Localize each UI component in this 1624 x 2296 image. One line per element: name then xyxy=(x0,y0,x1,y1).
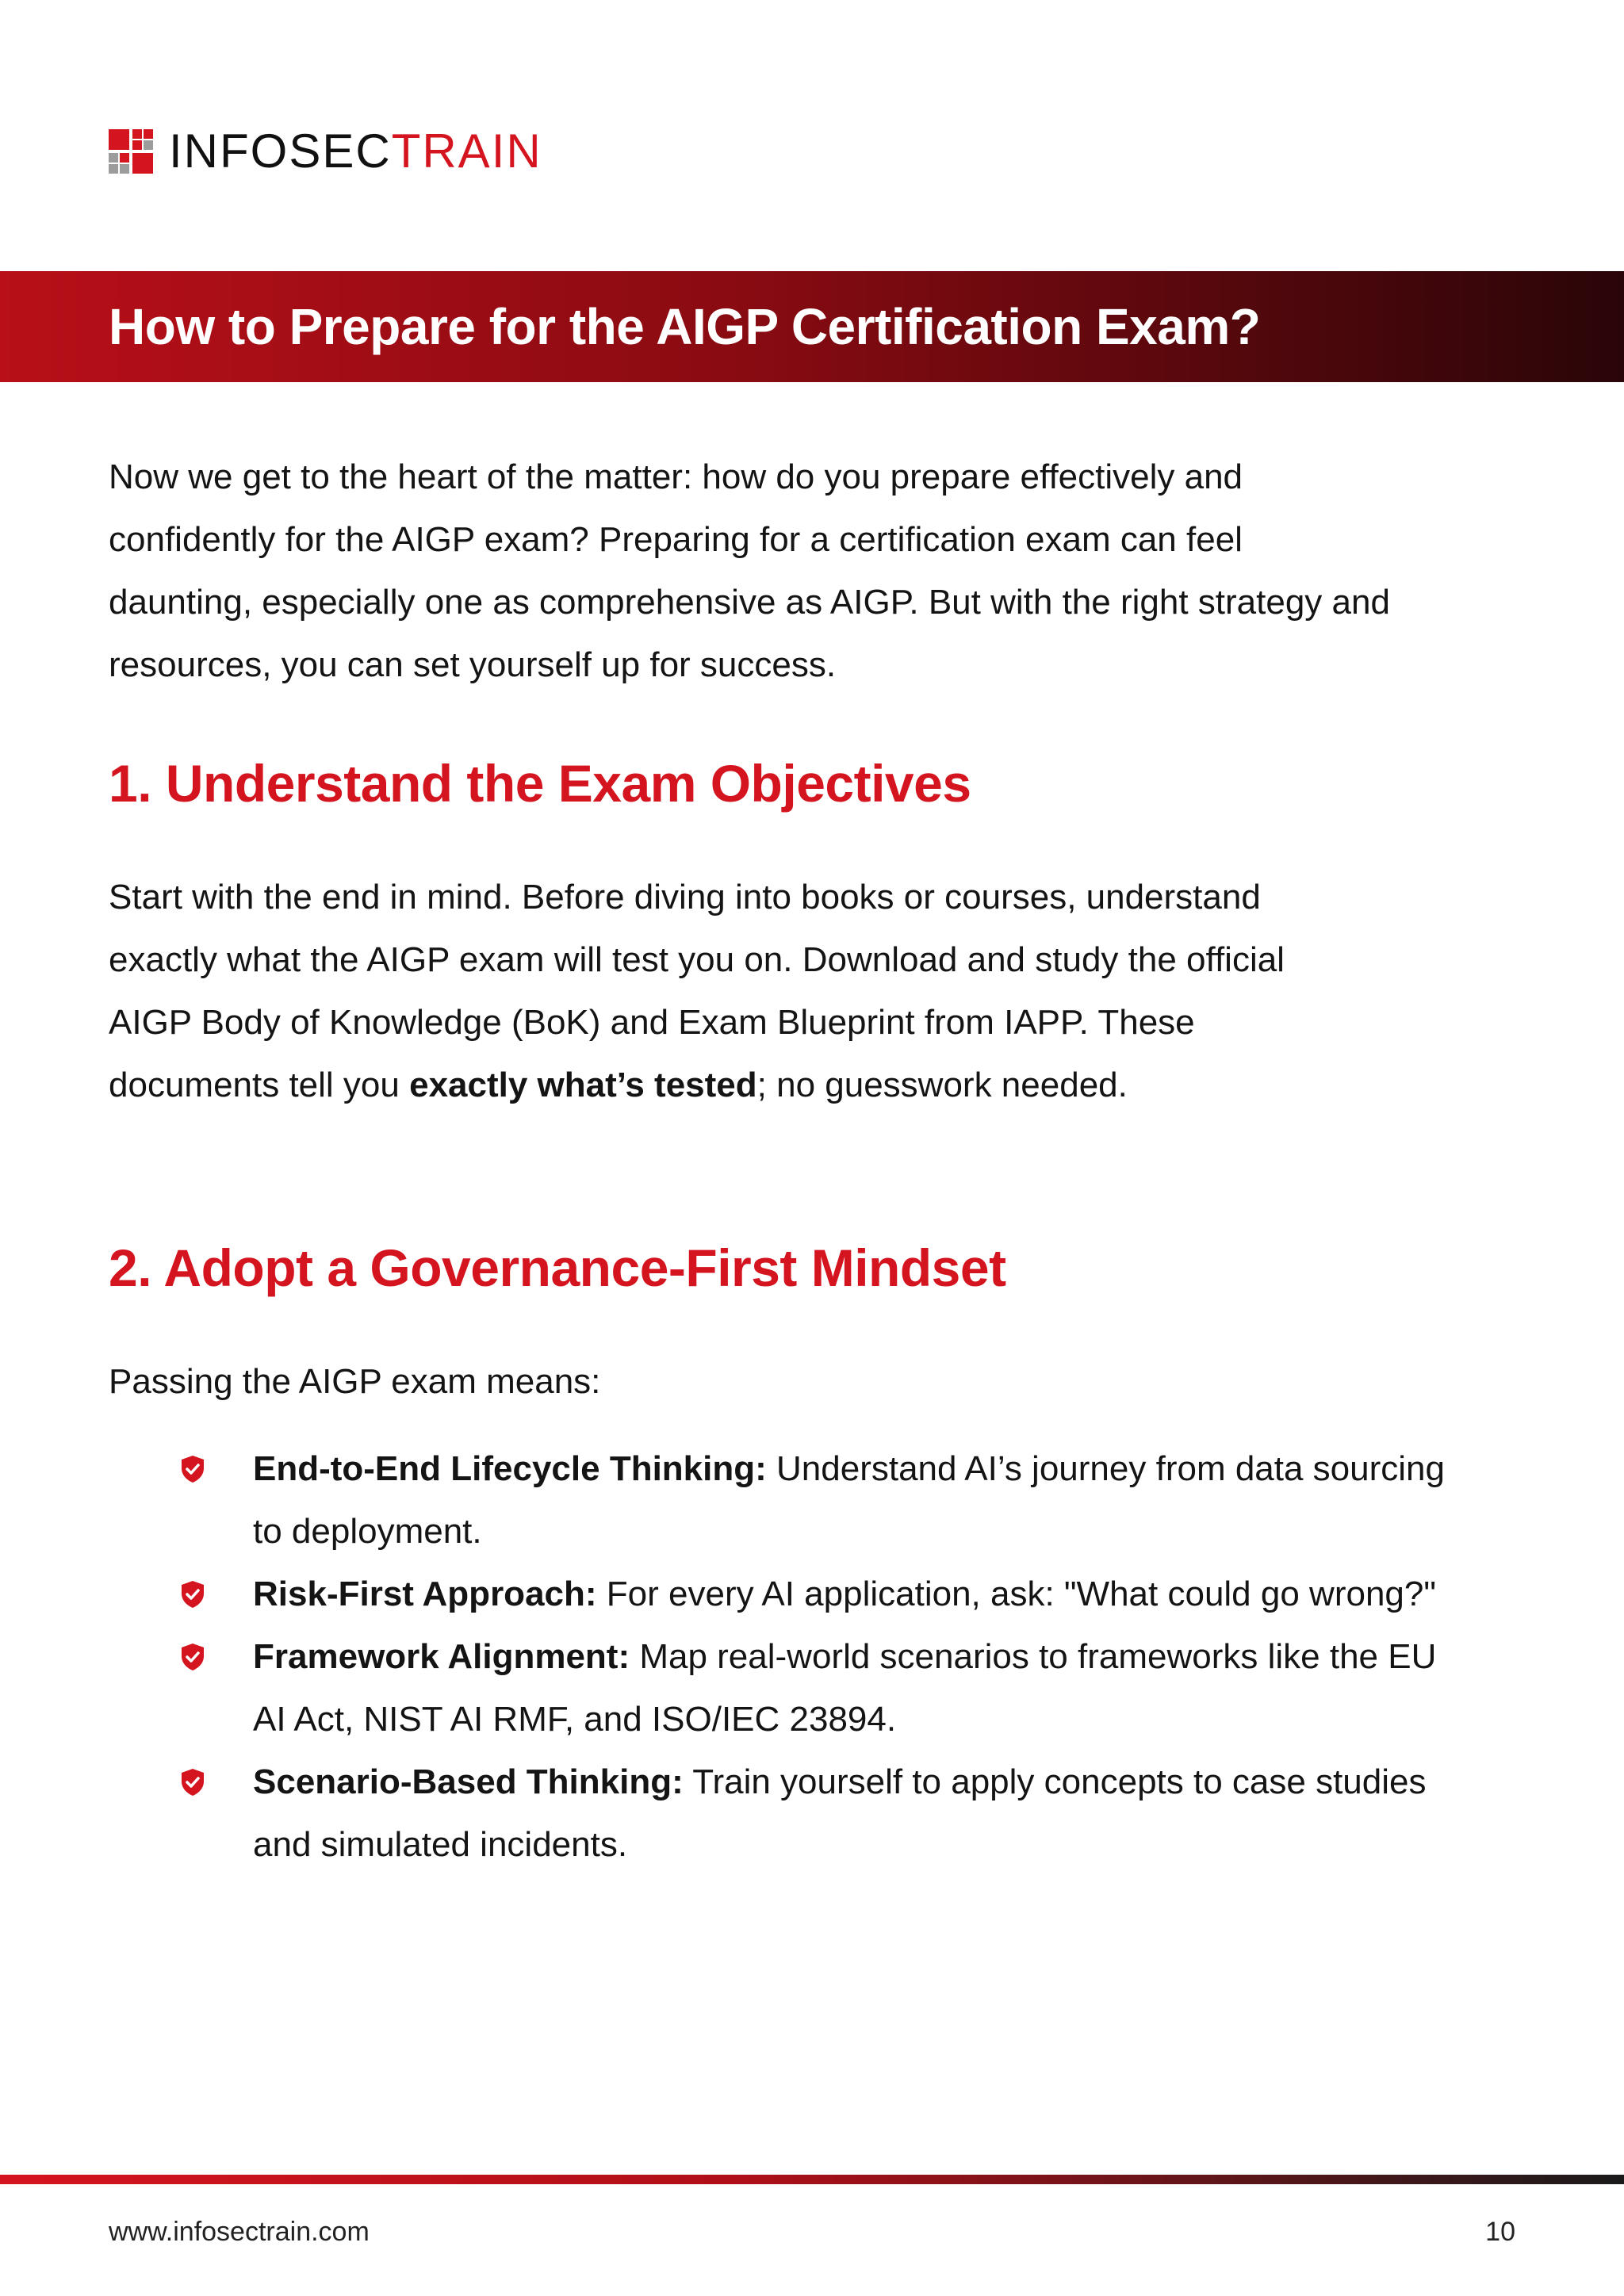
section2-heading: 2. Adopt a Governance-First Mindset xyxy=(109,1238,1006,1297)
page-title: How to Prepare for the AIGP Certification Exam? xyxy=(109,298,1261,355)
list-item xyxy=(109,1751,1457,1876)
list-item-label: Scenario-Based Thinking: xyxy=(253,1762,684,1801)
list-item-label: Framework Alignment: xyxy=(253,1637,630,1676)
section2-lead: Passing the AIGP exam means: xyxy=(109,1362,601,1401)
shield-check-icon xyxy=(180,1455,205,1483)
shield-check-icon xyxy=(180,1768,205,1797)
section1-heading: 1. Understand the Exam Objectives xyxy=(109,754,971,813)
logo xyxy=(109,124,542,178)
list-item xyxy=(109,1563,1457,1625)
page-number: 10 xyxy=(1485,2217,1515,2247)
shield-check-icon xyxy=(180,1580,205,1609)
intro-paragraph: Now we get to the heart of the matter: how do you prepare effectively and confidently for the AIGP exam? Preparing for a certification exam can feel daunting, especially one as comprehensive as AIGP. But with the right strategy and resources, you can set yourself up for success. xyxy=(109,457,1390,684)
title-banner xyxy=(0,271,1624,382)
list-item-label: Risk-First Approach: xyxy=(253,1575,597,1613)
list-item-label: End-to-End Lifecycle Thinking: xyxy=(253,1449,767,1488)
logo-mark-icon xyxy=(109,129,153,174)
list-item-text: For every AI application, ask: "What could go wrong?" xyxy=(596,1575,1436,1613)
footer-divider xyxy=(0,2175,1624,2184)
logo-word-infosec: INFOSEC xyxy=(169,124,392,178)
mindset-list xyxy=(109,1437,1457,1876)
section1-bold-text: exactly what’s tested xyxy=(409,1066,757,1104)
list-item xyxy=(109,1437,1457,1563)
footer-url-link[interactable]: www.infosectrain.com xyxy=(109,2217,370,2247)
shield-check-icon xyxy=(180,1643,205,1671)
logo-wordmark xyxy=(169,124,542,178)
logo-word-train: TRAIN xyxy=(391,124,542,178)
list-item-text: Understand AI’s journey from data sourcing to deployment. xyxy=(253,1449,1445,1551)
section1-text-end: ; no guesswork needed. xyxy=(756,1066,1128,1104)
section1-text: Start with the end in mind. Before diving into books or courses, understand exactly what the AIGP exam will test you on. Download and study the official AIGP Body of Knowledge (BoK) and Exam Blueprint from IAPP. These documents tell you xyxy=(109,878,1285,1104)
section1-paragraph xyxy=(109,866,1314,1116)
list-item xyxy=(109,1625,1457,1751)
list-item-text: Map real-world scenarios to frameworks like the EU AI Act, NIST AI RMF, and ISO/IEC 23894. xyxy=(253,1637,1437,1739)
list-item-text: Train yourself to apply concepts to case studies and simulated incidents. xyxy=(253,1762,1427,1864)
